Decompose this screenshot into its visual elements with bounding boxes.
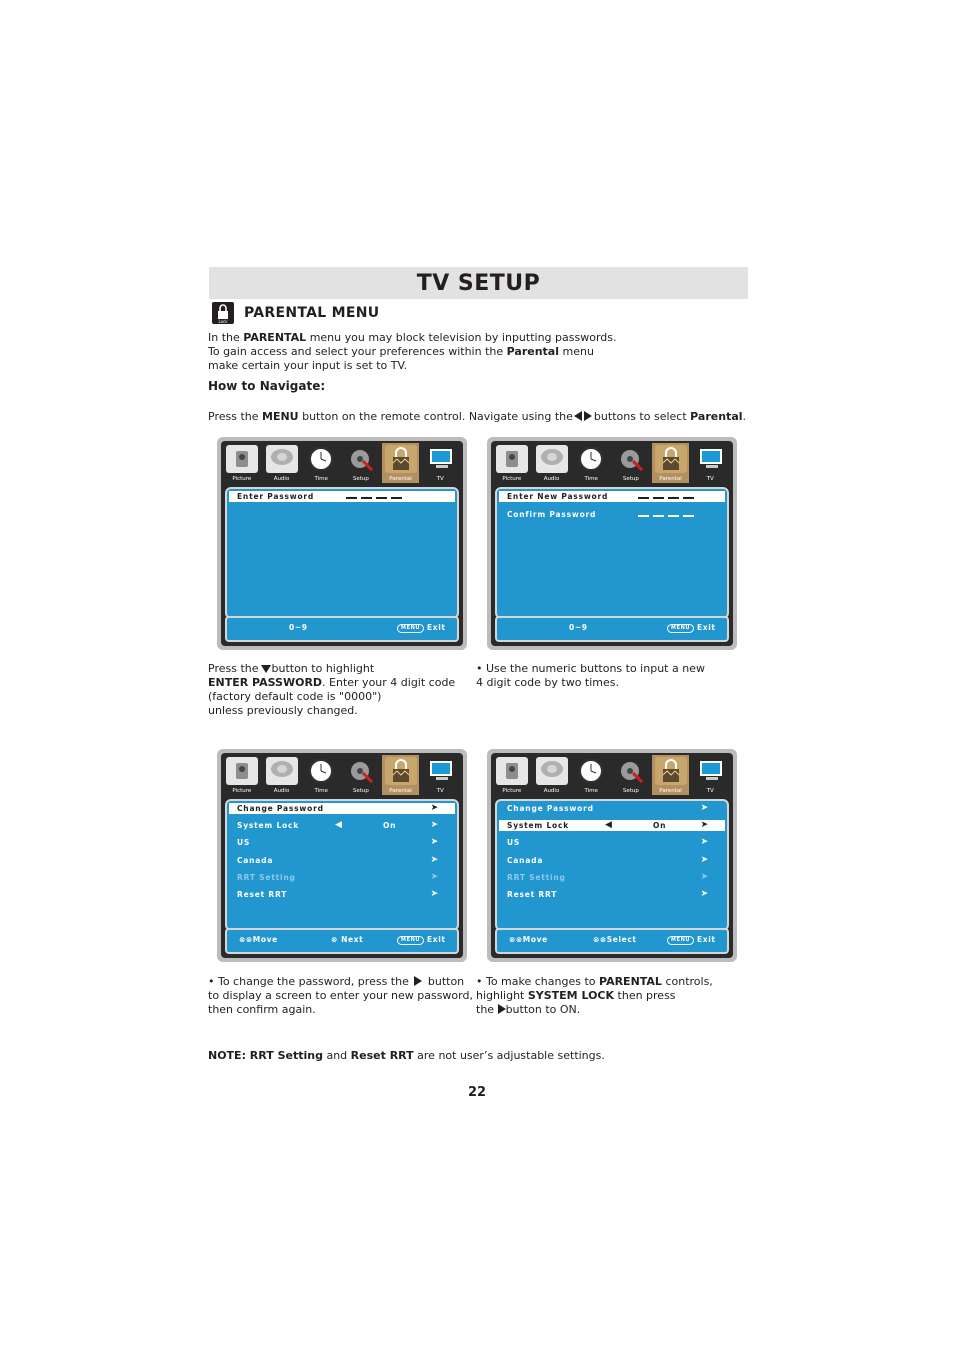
monitor-icon	[694, 757, 726, 785]
menu-panel	[495, 799, 729, 931]
clock-icon	[575, 757, 607, 785]
intro-paragraph: In the PARENTAL menu you may block television by inputting passwords. To gain access and select your preferences within the Parental menu make certain your input is set to TV.	[208, 331, 617, 372]
tab-tv[interactable]: TV	[421, 755, 459, 795]
camera-icon	[496, 757, 528, 785]
caption-enter-password: Press the button to highlight ENTER PASSWORD. Enter your 4 digit code (factory default code is "0000") unless previously changed.	[208, 662, 456, 717]
tv-screen-enter-password	[217, 437, 467, 650]
tab-setup[interactable]: Setup	[612, 755, 650, 795]
clock-icon	[305, 445, 337, 473]
clock-icon	[575, 445, 607, 473]
tab-audio[interactable]: Audio	[263, 443, 301, 483]
chevron-right-icon: ➤	[700, 855, 709, 865]
monitor-icon	[424, 445, 456, 473]
tab-picture[interactable]: Picture	[223, 755, 261, 795]
tab-time[interactable]: Time	[572, 755, 610, 795]
menu-button-icon: MENU	[397, 624, 424, 633]
next-icon: ⊗	[331, 935, 342, 944]
right-arrow-icon	[584, 411, 592, 421]
chevron-right-icon: ➤	[700, 889, 709, 899]
gear-icon	[615, 445, 647, 473]
tab-setup[interactable]: Setup	[342, 755, 380, 795]
monitor-icon	[694, 445, 726, 473]
note-text: NOTE: RRT Setting and Reset RRT are not user’s adjustable settings.	[208, 1049, 605, 1062]
monitor-icon	[424, 757, 456, 785]
menu-item-canada[interactable]: Canada ➤	[507, 855, 709, 865]
menu-button-icon: MENU	[397, 936, 424, 945]
menu-panel	[225, 487, 459, 619]
menu-panel	[225, 799, 459, 931]
move-arrows-icon: ⊗⊗	[509, 935, 523, 944]
exit-label: Exit	[427, 935, 446, 944]
enter-password-row[interactable]: Enter Password	[229, 491, 455, 502]
move-arrows-icon: ⊗⊗	[239, 935, 253, 944]
menu-item-change-password[interactable]: Change Password ➤	[229, 803, 455, 814]
chevron-right-icon: ➤	[430, 837, 439, 847]
tab-setup[interactable]: Setup	[612, 443, 650, 483]
menu-item-canada[interactable]: Canada ➤	[237, 855, 439, 865]
menu-item-system-lock[interactable]: System Lock ◀ On ➤	[237, 820, 439, 830]
nav-instructions: Press the MENU button on the remote control. Navigate using the buttons to select Parental.	[208, 410, 747, 423]
password-dashes	[638, 491, 694, 499]
chevron-right-icon: ➤	[430, 889, 439, 899]
gear-icon	[345, 445, 377, 473]
menu-item-rrt-setting: RRT Setting ➤	[507, 872, 709, 882]
menu-item-system-lock[interactable]: System Lock ◀ On ➤	[499, 820, 725, 831]
right-arrow-icon	[498, 1004, 506, 1014]
exit-label: Exit	[427, 623, 446, 632]
tab-setup[interactable]: Setup	[342, 443, 380, 483]
camera-icon	[226, 445, 258, 473]
menu-tabs	[223, 755, 461, 795]
caption-new-code: • Use the numeric buttons to input a new 4 digit code by two times.	[476, 662, 705, 689]
tab-tv[interactable]: TV	[691, 443, 729, 483]
tv-screen-system-lock	[487, 749, 737, 962]
menu-tabs	[223, 443, 461, 483]
menu-item-reset-rrt[interactable]: Reset RRT ➤	[507, 889, 709, 899]
menu-panel	[495, 487, 729, 619]
menu-item-reset-rrt[interactable]: Reset RRT ➤	[237, 889, 439, 899]
menu-item-us[interactable]: US ➤	[237, 837, 439, 847]
tab-picture[interactable]: Picture	[493, 443, 531, 483]
tab-time[interactable]: Time	[572, 443, 610, 483]
chevron-right-icon[interactable]: ➤	[430, 820, 439, 830]
exit-label: Exit	[697, 623, 716, 632]
chevron-right-icon[interactable]: ➤	[700, 820, 709, 830]
password-dashes	[346, 491, 402, 499]
left-arrow-icon	[574, 411, 582, 421]
chevron-right-icon: ➤	[430, 803, 439, 813]
chevron-right-icon: ➤	[700, 872, 709, 882]
footer-bar: ⊗⊗Move ⊗ Next MENU Exit	[225, 928, 459, 954]
section-title: PARENTAL MENU	[244, 305, 380, 321]
menu-item-us[interactable]: US ➤	[507, 837, 709, 847]
tab-parental[interactable]: Parental	[382, 443, 420, 483]
chevron-right-icon: ➤	[430, 872, 439, 882]
chevron-left-icon[interactable]: ◀	[605, 820, 613, 830]
system-lock-value: On	[383, 821, 397, 830]
menu-item-rrt-setting: RRT Setting ➤	[237, 872, 439, 882]
chevron-left-icon[interactable]: ◀	[335, 820, 343, 830]
right-arrow-icon	[414, 976, 422, 986]
tv-screen-new-password	[487, 437, 737, 650]
menu-button-icon: MENU	[667, 624, 694, 633]
caption-change-password: • To change the password, press the button to display a screen to enter your new password, then confirm again.	[208, 975, 473, 1016]
lock-icon-caption: Lock	[218, 319, 228, 324]
enter-new-password-row[interactable]: Enter New Password	[499, 491, 725, 502]
exit-label: Exit	[697, 935, 716, 944]
menu-tabs	[493, 755, 731, 795]
chevron-right-icon: ➤	[430, 855, 439, 865]
gear-icon	[345, 757, 377, 785]
footer-bar: ⊗⊗Move ⊗⊗Select MENU Exit	[495, 928, 729, 954]
tab-time[interactable]: Time	[302, 755, 340, 795]
page-number: 22	[467, 1085, 487, 1100]
how-to-heading: How to Navigate:	[208, 379, 326, 393]
tab-picture[interactable]: Picture	[493, 755, 531, 795]
menu-button-icon: MENU	[667, 936, 694, 945]
menu-item-change-password[interactable]: Change Password ➤	[507, 803, 709, 813]
tab-tv[interactable]: TV	[691, 755, 729, 795]
footer-bar: 0~9 MENU Exit	[225, 616, 459, 642]
padlock-icon	[655, 757, 687, 785]
chevron-right-icon: ➤	[700, 803, 709, 813]
tab-audio[interactable]: Audio	[263, 755, 301, 795]
speaker-icon	[536, 757, 568, 785]
caption-system-lock: • To make changes to PARENTAL controls, highlight SYSTEM LOCK then press the button to ON.	[476, 975, 713, 1016]
tab-parental[interactable]: Parental	[652, 755, 690, 795]
tab-picture[interactable]: Picture	[223, 443, 261, 483]
system-lock-value: On	[653, 821, 667, 830]
padlock-icon	[385, 757, 417, 785]
padlock-icon	[655, 445, 687, 473]
confirm-password-row[interactable]: Confirm Password	[499, 509, 725, 520]
select-arrows-icon: ⊗⊗	[593, 935, 607, 944]
padlock-icon	[385, 445, 417, 473]
tab-time[interactable]: Time	[302, 443, 340, 483]
tab-tv[interactable]: TV	[421, 443, 459, 483]
speaker-icon	[266, 757, 298, 785]
gear-icon	[615, 757, 647, 785]
tab-parental[interactable]: Parental	[382, 755, 420, 795]
tab-parental[interactable]: Parental	[652, 443, 690, 483]
speaker-icon	[536, 445, 568, 473]
tv-screen-parental-menu	[217, 749, 467, 962]
confirm-dashes	[638, 509, 694, 517]
speaker-icon	[266, 445, 298, 473]
clock-icon	[305, 757, 337, 785]
menu-tabs	[493, 443, 731, 483]
chevron-right-icon: ➤	[700, 837, 709, 847]
page-title: TV SETUP	[416, 271, 541, 296]
tab-audio[interactable]: Audio	[533, 443, 571, 483]
down-arrow-icon	[261, 665, 271, 673]
camera-icon	[496, 445, 528, 473]
tab-audio[interactable]: Audio	[533, 755, 571, 795]
camera-icon	[226, 757, 258, 785]
footer-bar: 0~9 MENU Exit	[495, 616, 729, 642]
